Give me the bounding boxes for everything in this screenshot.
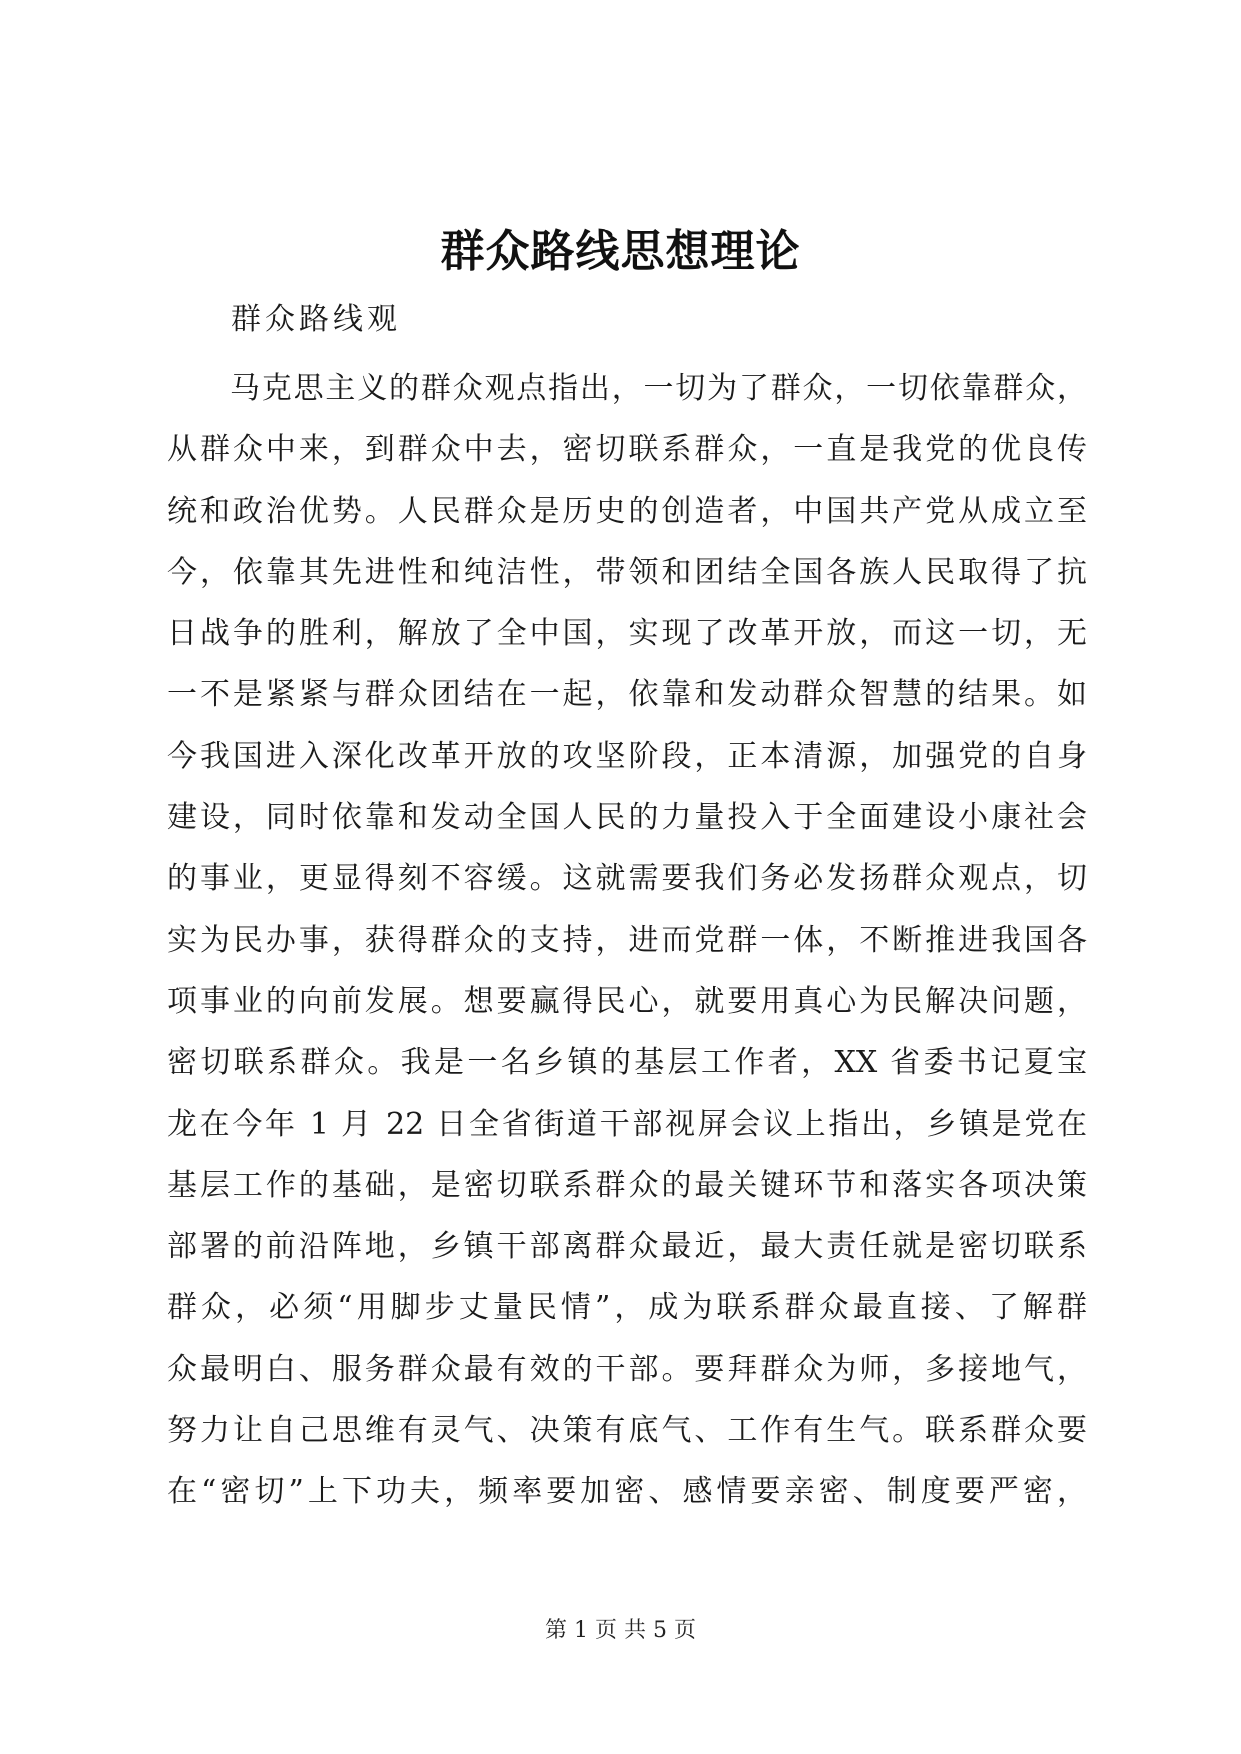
text-line: 基层工作的基础，是密切联系群众的最关键环节和落实各项决策	[167, 1167, 1087, 1203]
text-line: 部署的前沿阵地，乡镇干部离群众最近，最大责任就是密切联系	[167, 1229, 1087, 1265]
section-heading: 群众路线观	[231, 302, 401, 337]
text-line: 努力让自己思维有灵气、决策有底气、工作有生气。联系群众要	[167, 1413, 1087, 1449]
text-line: 众最明白、服务群众最有效的干部。要拜群众为师，多接地气，	[167, 1351, 1087, 1387]
body-text	[167, 358, 1087, 1523]
page-number: 第 1 页 共 5 页	[545, 1618, 696, 1643]
text-line: 马克思主义的群众观点指出，一切为了群众，一切依靠群众，	[230, 371, 1087, 406]
text-line: 实为民办事，获得群众的支持，进而党群一体，不断推进我国各	[167, 922, 1087, 958]
text-line: 从群众中来，到群众中去，密切联系群众，一直是我党的优良传	[167, 432, 1087, 468]
text-line: 今，依靠其先进性和纯洁性，带领和团结全国各族人民取得了抗	[167, 554, 1087, 590]
document-title: 群众路线思想理论	[440, 226, 801, 277]
text-line: 今我国进入深化改革开放的攻坚阶段，正本清源，加强党的自身	[167, 738, 1087, 774]
text-line: 日战争的胜利，解放了全中国，实现了改革开放，而这一切，无	[167, 616, 1087, 652]
text-line: 的事业，更显得刻不容缓。这就需要我们务必发扬群众观点，切	[167, 861, 1087, 897]
text-line: 统和政治优势。人民群众是历史的创造者，中国共产党从成立至	[167, 493, 1087, 529]
text-line: 龙在今年 1 月 22 日全省街道干部视屏会议上指出，乡镇是党在	[167, 1106, 1087, 1142]
text-line: 项事业的向前发展。想要赢得民心，就要用真心为民解决问题，	[167, 983, 1087, 1019]
text-line: 一不是紧紧与群众团结在一起，依靠和发动群众智慧的结果。如	[167, 677, 1087, 713]
text-line: 在“密切”上下功夫，频率要加密、感情要亲密、制度要严密，	[167, 1474, 1087, 1510]
text-line: 密切联系群众。我是一名乡镇的基层工作者，XX 省委书记夏宝	[167, 1045, 1087, 1081]
text-line: 群众，必须“用脚步丈量民情”，成为联系群众最直接、了解群	[167, 1290, 1087, 1326]
text-line: 建设，同时依靠和发动全国人民的力量投入于全面建设小康社会	[167, 800, 1087, 836]
